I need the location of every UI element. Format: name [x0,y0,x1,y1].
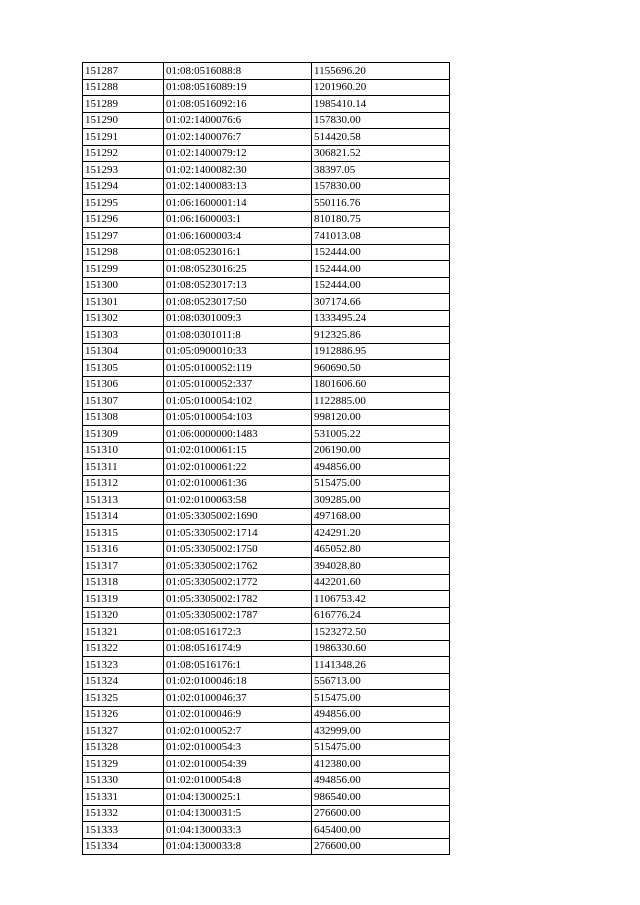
cadastral-number-cell: 01:02:0100046:9 [164,706,312,723]
row-id-cell: 151297 [83,228,164,245]
cadastral-number-cell: 01:05:0100054:102 [164,393,312,410]
cadastral-number-cell: 01:02:1400079:12 [164,145,312,162]
amount-cell: 1801606.60 [312,376,450,393]
amount-cell: 152444.00 [312,261,450,278]
table-row [83,244,450,261]
table-row [83,673,450,690]
cadastral-number-cell: 01:08:0523016:1 [164,244,312,261]
amount-cell: 494856.00 [312,459,450,476]
table-row [83,690,450,707]
cadastral-number-cell: 01:04:1300033:8 [164,838,312,855]
row-id-cell: 151328 [83,739,164,756]
row-id-cell: 151329 [83,756,164,773]
cadastral-number-cell: 01:02:1400082:30 [164,162,312,179]
amount-cell: 442201.60 [312,574,450,591]
table-row [83,805,450,822]
row-id-cell: 151322 [83,640,164,657]
table-row [83,178,450,195]
table-row [83,591,450,608]
row-id-cell: 151315 [83,525,164,542]
amount-cell: 494856.00 [312,772,450,789]
row-id-cell: 151323 [83,657,164,674]
cadastral-number-cell: 01:02:0100054:3 [164,739,312,756]
table-row [83,327,450,344]
amount-cell: 1201960.20 [312,79,450,96]
table-row [83,343,450,360]
row-id-cell: 151300 [83,277,164,294]
row-id-cell: 151321 [83,624,164,641]
amount-cell: 394028.80 [312,558,450,575]
cadastral-number-cell: 01:06:0000000:1483 [164,426,312,443]
cadastral-number-cell: 01:02:1400076:6 [164,112,312,129]
row-id-cell: 151288 [83,79,164,96]
cadastral-number-cell: 01:08:0516176:1 [164,657,312,674]
row-id-cell: 151318 [83,574,164,591]
cadastral-number-cell: 01:06:1600003:4 [164,228,312,245]
amount-cell: 152444.00 [312,244,450,261]
row-id-cell: 151291 [83,129,164,146]
amount-cell: 309285.00 [312,492,450,509]
table-row [83,129,450,146]
amount-cell: 960690.50 [312,360,450,377]
amount-cell: 1985410.14 [312,96,450,113]
row-id-cell: 151326 [83,706,164,723]
cadastral-number-cell: 01:02:0100061:36 [164,475,312,492]
row-id-cell: 151292 [83,145,164,162]
table-row [83,261,450,278]
row-id-cell: 151295 [83,195,164,212]
cadastral-number-cell: 01:08:0516172:3 [164,624,312,641]
cadastral-number-cell: 01:05:0900010:33 [164,343,312,360]
row-id-cell: 151289 [83,96,164,113]
amount-cell: 1155696.20 [312,63,450,80]
cadastral-number-cell: 01:06:1600001:14 [164,195,312,212]
amount-cell: 432999.00 [312,723,450,740]
cadastral-number-cell: 01:05:3305002:1787 [164,607,312,624]
spreadsheet-page [82,62,449,855]
row-id-cell: 151325 [83,690,164,707]
cadastral-number-cell: 01:04:1300031:5 [164,805,312,822]
row-id-cell: 151290 [83,112,164,129]
row-id-cell: 151330 [83,772,164,789]
cadastral-number-cell: 01:05:3305002:1772 [164,574,312,591]
row-id-cell: 151307 [83,393,164,410]
amount-cell: 412380.00 [312,756,450,773]
table-row [83,706,450,723]
amount-cell: 424291.20 [312,525,450,542]
row-id-cell: 151305 [83,360,164,377]
table-row [83,558,450,575]
cadastral-number-cell: 01:05:3305002:1762 [164,558,312,575]
table-row [83,211,450,228]
cadastral-number-cell: 01:05:0100052:337 [164,376,312,393]
cadastral-number-cell: 01:02:1400076:7 [164,129,312,146]
row-id-cell: 151308 [83,409,164,426]
row-id-cell: 151316 [83,541,164,558]
row-id-cell: 151298 [83,244,164,261]
row-id-cell: 151296 [83,211,164,228]
row-id-cell: 151302 [83,310,164,327]
amount-cell: 912325.86 [312,327,450,344]
amount-cell: 986540.00 [312,789,450,806]
cadastral-number-cell: 01:08:0516089:19 [164,79,312,96]
row-id-cell: 151293 [83,162,164,179]
table-row [83,459,450,476]
row-id-cell: 151319 [83,591,164,608]
amount-cell: 645400.00 [312,822,450,839]
amount-cell: 157830.00 [312,112,450,129]
row-id-cell: 151309 [83,426,164,443]
table-row [83,376,450,393]
data-table [82,62,450,855]
row-id-cell: 151299 [83,261,164,278]
row-id-cell: 151314 [83,508,164,525]
table-row [83,492,450,509]
table-row [83,409,450,426]
row-id-cell: 151306 [83,376,164,393]
cadastral-number-cell: 01:05:3305002:1750 [164,541,312,558]
cadastral-number-cell: 01:08:0516092:16 [164,96,312,113]
row-id-cell: 151334 [83,838,164,855]
table-row [83,772,450,789]
cadastral-number-cell: 01:02:0100063:58 [164,492,312,509]
table-row [83,657,450,674]
amount-cell: 157830.00 [312,178,450,195]
amount-cell: 515475.00 [312,475,450,492]
amount-cell: 1122885.00 [312,393,450,410]
table-row [83,624,450,641]
amount-cell: 494856.00 [312,706,450,723]
row-id-cell: 151333 [83,822,164,839]
table-row [83,145,450,162]
cadastral-number-cell: 01:02:1400083:13 [164,178,312,195]
row-id-cell: 151332 [83,805,164,822]
row-id-cell: 151313 [83,492,164,509]
row-id-cell: 151294 [83,178,164,195]
table-row [83,508,450,525]
table-row [83,426,450,443]
cadastral-number-cell: 01:04:1300025:1 [164,789,312,806]
amount-cell: 1523272.50 [312,624,450,641]
table-row [83,442,450,459]
table-row [83,360,450,377]
amount-cell: 276600.00 [312,805,450,822]
row-id-cell: 151304 [83,343,164,360]
amount-cell: 998120.00 [312,409,450,426]
row-id-cell: 151317 [83,558,164,575]
table-row [83,393,450,410]
amount-cell: 38397.05 [312,162,450,179]
table-row [83,112,450,129]
amount-cell: 307174.66 [312,294,450,311]
cadastral-number-cell: 01:08:0523016:25 [164,261,312,278]
row-id-cell: 151331 [83,789,164,806]
amount-cell: 556713.00 [312,673,450,690]
table-body [83,63,450,855]
cadastral-number-cell: 01:02:0100052:7 [164,723,312,740]
row-id-cell: 151324 [83,673,164,690]
cadastral-number-cell: 01:05:3305002:1782 [164,591,312,608]
amount-cell: 1333495.24 [312,310,450,327]
table-row [83,79,450,96]
cadastral-number-cell: 01:08:0516088:8 [164,63,312,80]
cadastral-number-cell: 01:05:0100054:103 [164,409,312,426]
table-row [83,541,450,558]
cadastral-number-cell: 01:06:1600003:1 [164,211,312,228]
table-row [83,789,450,806]
table-row [83,162,450,179]
row-id-cell: 151287 [83,63,164,80]
amount-cell: 741013.08 [312,228,450,245]
cadastral-number-cell: 01:05:0100052:119 [164,360,312,377]
amount-cell: 206190.00 [312,442,450,459]
table-row [83,475,450,492]
row-id-cell: 151301 [83,294,164,311]
amount-cell: 550116.76 [312,195,450,212]
table-row [83,96,450,113]
table-row [83,756,450,773]
amount-cell: 276600.00 [312,838,450,855]
amount-cell: 497168.00 [312,508,450,525]
amount-cell: 515475.00 [312,739,450,756]
amount-cell: 616776.24 [312,607,450,624]
cadastral-number-cell: 01:02:0100061:22 [164,459,312,476]
cadastral-number-cell: 01:08:0523017:50 [164,294,312,311]
cadastral-number-cell: 01:08:0516174:9 [164,640,312,657]
amount-cell: 531005.22 [312,426,450,443]
row-id-cell: 151303 [83,327,164,344]
cadastral-number-cell: 01:02:0100046:37 [164,690,312,707]
row-id-cell: 151310 [83,442,164,459]
cadastral-number-cell: 01:04:1300033:3 [164,822,312,839]
amount-cell: 1106753.42 [312,591,450,608]
table-row [83,640,450,657]
cadastral-number-cell: 01:08:0523017:13 [164,277,312,294]
table-row [83,525,450,542]
amount-cell: 810180.75 [312,211,450,228]
cadastral-number-cell: 01:08:0301009:3 [164,310,312,327]
row-id-cell: 151320 [83,607,164,624]
cadastral-number-cell: 01:08:0301011:8 [164,327,312,344]
amount-cell: 1912886.95 [312,343,450,360]
table-row [83,63,450,80]
row-id-cell: 151311 [83,459,164,476]
amount-cell: 514420.58 [312,129,450,146]
table-row [83,310,450,327]
table-row [83,574,450,591]
table-row [83,195,450,212]
cadastral-number-cell: 01:05:3305002:1714 [164,525,312,542]
cadastral-number-cell: 01:02:0100054:8 [164,772,312,789]
amount-cell: 465052.80 [312,541,450,558]
table-row [83,822,450,839]
amount-cell: 306821.52 [312,145,450,162]
cadastral-number-cell: 01:02:0100046:18 [164,673,312,690]
row-id-cell: 151327 [83,723,164,740]
table-row [83,294,450,311]
table-row [83,607,450,624]
cadastral-number-cell: 01:02:0100061:15 [164,442,312,459]
table-row [83,723,450,740]
amount-cell: 515475.00 [312,690,450,707]
table-row [83,277,450,294]
amount-cell: 152444.00 [312,277,450,294]
table-row [83,838,450,855]
cadastral-number-cell: 01:05:3305002:1690 [164,508,312,525]
amount-cell: 1986330.60 [312,640,450,657]
table-row [83,739,450,756]
cadastral-number-cell: 01:02:0100054:39 [164,756,312,773]
table-row [83,228,450,245]
amount-cell: 1141348.26 [312,657,450,674]
row-id-cell: 151312 [83,475,164,492]
